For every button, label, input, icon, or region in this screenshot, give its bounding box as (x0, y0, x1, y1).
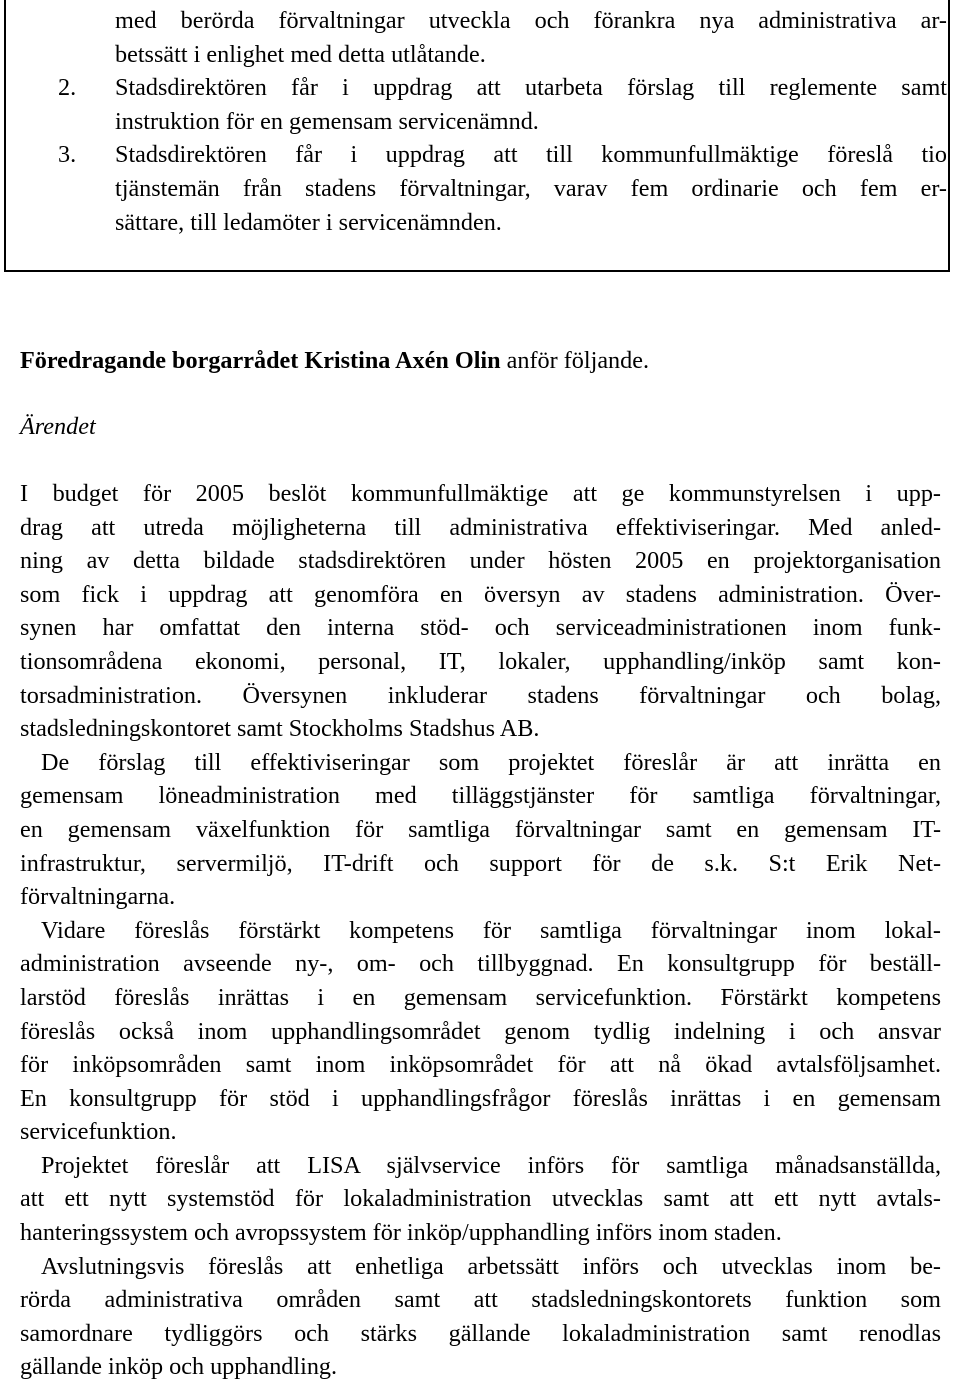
text-line: hanteringssystem och avropssystem för inköp/upphandling införs inom staden. (20, 1219, 782, 1247)
text-line: administration avseende ny-, om- och tillbyggnad. En konsultgrupp för beställ- (20, 950, 941, 978)
text-line: Avslutningsvis föreslås att enhetliga arbetssätt införs och utvecklas inom be- (41, 1252, 941, 1280)
text-line: rörda administrativa områden samt att stadsledningskontorets funktion som (20, 1286, 941, 1314)
text-line: synen har omfattat den interna stöd- och serviceadministrationen inom funk- (20, 614, 941, 642)
text-line: De förslag till effektiviseringar som projektet föreslår är att inrätta en (41, 748, 941, 776)
decision-line (115, 206, 947, 240)
text-line: servicefunktion. (20, 1118, 177, 1146)
presenter-rest: anför följande. (500, 347, 650, 374)
decision-line (115, 38, 947, 72)
text-line: larstöd föreslås inrättas i en gemensam servicefunktion. Förstärkt kompetens (20, 983, 941, 1011)
text-line: som fick i uppdrag att genomföra en översyn av stadens administration. Över- (20, 580, 941, 608)
text-line: stadsledningskontoret samt Stockholms Stadshus AB. (20, 715, 540, 743)
text-line: En konsultgrupp för stöd i upphandlingsfrågor föreslås inrättas i en gemensam (20, 1084, 941, 1112)
decision-line (115, 172, 947, 206)
text-line: föreslås också inom upphandlingsområdet genom tydlig indelning i och ansvar (20, 1017, 941, 1045)
decision-text: med berörda förvaltningar utveckla och förankra nya administrativa ar- (115, 7, 947, 34)
list-number: 2. (58, 74, 77, 102)
text-line: gemensam löneadministration med tilläggstjänster för samtliga förvaltningar, (20, 782, 941, 810)
text-line: infrastruktur, servermiljö, IT-drift och support för de s.k. S:t Erik Net- (20, 849, 941, 877)
decision-text: instruktion för en gemensam servicenämnd. (115, 107, 539, 135)
text-line: tionsområdena ekonomi, personal, IT, lokaler, upphandling/inköp samt kon- (20, 647, 941, 675)
list-number: 3. (58, 141, 77, 169)
text-line: Projektet föreslår att LISA självservice införs för samtliga månadsanställda, (41, 1151, 941, 1179)
text-line: en gemensam växelfunktion för samtliga förvaltningar samt en gemensam IT- (20, 815, 941, 843)
text-line: I budget för 2005 beslöt kommunfullmäktige att ge kommunstyrelsen i upp- (20, 480, 941, 507)
decision-text: tjänstemän från stadens förvaltningar, varav fem ordinarie och fem er- (115, 174, 947, 202)
presenter-line (20, 344, 649, 378)
body-text (20, 477, 941, 1384)
text-line: drag att utreda möjligheterna till administrativa effektiviseringar. Med anled- (20, 513, 941, 541)
decision-list (58, 4, 947, 239)
text-line: torsadministration. Översynen inkluderar stadens förvaltningar och bolag, (20, 681, 941, 709)
decision-line (58, 71, 947, 105)
text-line: att ett nytt systemstöd för lokaladministration utvecklas samt att ett nytt avtals- (20, 1185, 941, 1213)
decision-line (115, 4, 947, 38)
text-line: Vidare föreslås förstärkt kompetens för samtliga förvaltningar inom lokal- (41, 916, 941, 944)
text-line: för inköpsområden samt inom inköpsområdet för att nå ökad avtalsföljsamhet. (20, 1051, 941, 1079)
decision-text: Stadsdirektören får i uppdrag att till kommunfullmäktige föreslå tio (115, 141, 947, 169)
decision-text: sättare, till ledamöter i servicenämnden. (115, 208, 502, 236)
text-line: ning av detta bildade stadsdirektören under hösten 2005 en projektorganisation (20, 547, 941, 575)
decision-line (115, 105, 947, 139)
decision-text: betssätt i enlighet med detta utlåtande. (115, 40, 486, 68)
decision-line (58, 138, 947, 172)
decision-box (4, 0, 950, 272)
decision-text: Stadsdirektören får i uppdrag att utarbeta förslag till reglemente samt (115, 74, 947, 102)
presenter-name: Föredragande borgarrådet Kristina Axén Olin (20, 347, 501, 374)
text-line: gällande inköp och upphandling. (20, 1353, 338, 1381)
text-line: förvaltningarna. (20, 883, 176, 911)
text-line: samordnare tydliggörs och stärks gällande lokaladministration samt renodlas (20, 1319, 941, 1347)
section-heading: Ärendet (20, 413, 96, 440)
